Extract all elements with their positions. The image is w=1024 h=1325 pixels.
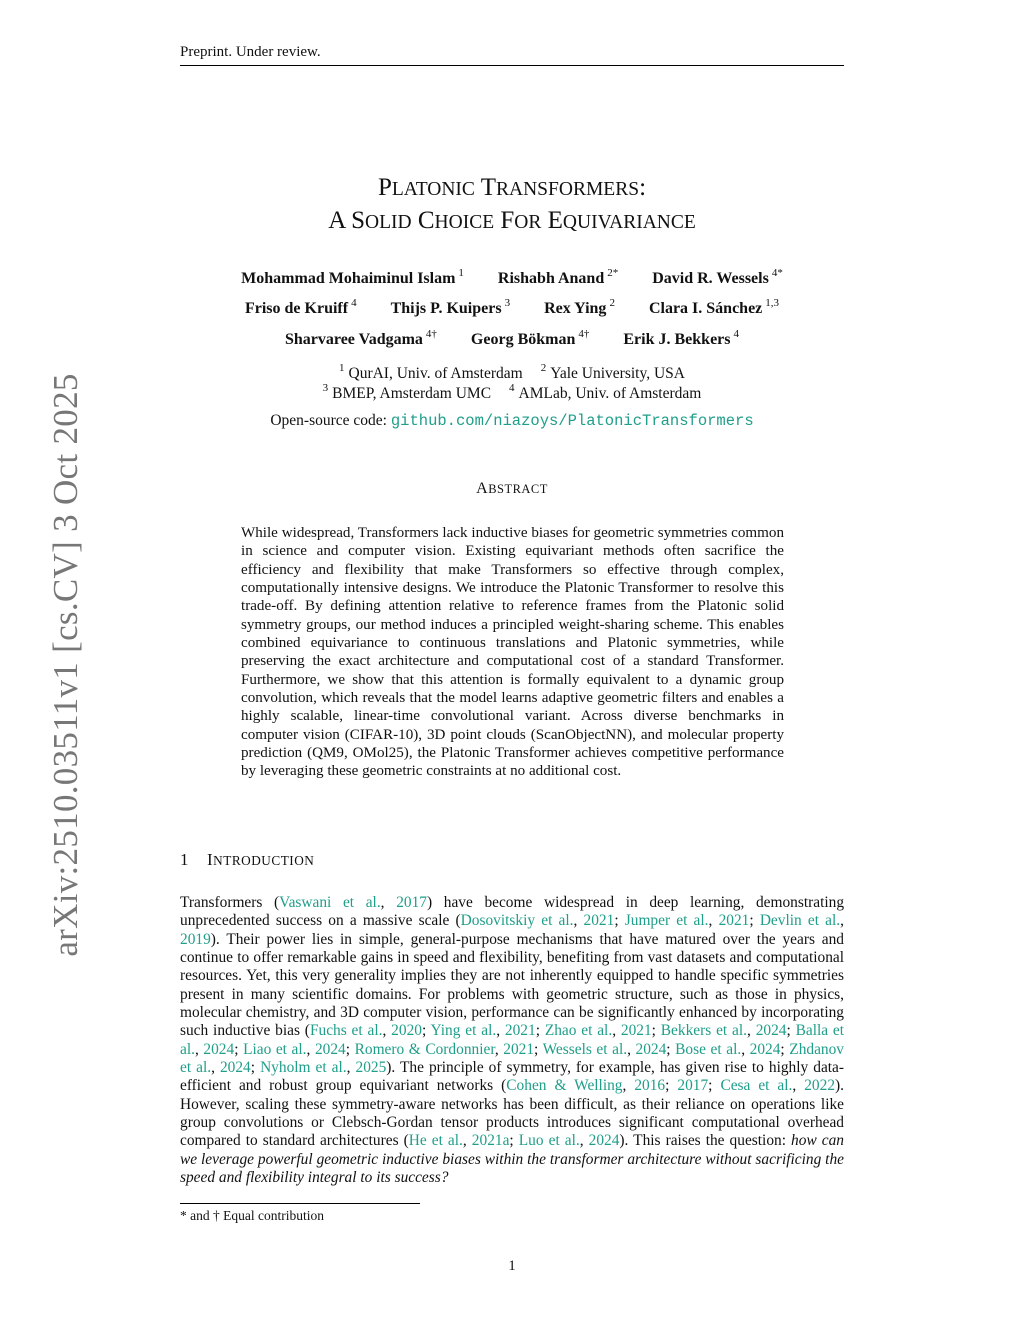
citation-link[interactable]: 2024 (203, 1040, 235, 1058)
footnote-rule (180, 1203, 420, 1204)
citation-link[interactable]: 2021 (718, 912, 750, 930)
title-smallcaps: RANSFORMERS (496, 179, 640, 200)
affiliation-name: Yale University, USA (550, 365, 685, 382)
author (390, 297, 511, 318)
citation-link[interactable]: 2025 (355, 1059, 387, 1077)
title-cap: F (500, 207, 515, 234)
affiliation-mark: 2 (540, 362, 547, 374)
citation-link[interactable]: Nyholm et al. (260, 1059, 347, 1077)
section-title-cap: I (207, 850, 214, 869)
author (544, 297, 615, 318)
affiliation (509, 382, 702, 403)
affiliation-row (180, 362, 844, 383)
title-smallcaps: LATONIC (391, 179, 475, 200)
citation-link[interactable]: Luo et al. (518, 1132, 580, 1150)
author (241, 267, 464, 288)
section-title-rest: NTRODUCTION (213, 853, 315, 868)
author-affiliation-mark: 4 (351, 297, 357, 309)
author-affiliation-mark: 2 (609, 297, 615, 309)
author (623, 328, 739, 349)
citation-link[interactable]: 2021a (471, 1132, 510, 1150)
abstract-heading-cap: A (476, 480, 489, 497)
research-question: how can we leverage powerful geometric inductive biases within the transformer architecture without sacrificing the speed and flexibility integral to its success? (180, 1132, 844, 1187)
affiliation-mark: 1 (339, 362, 345, 374)
introduction-paragraph: Transformers (Vaswani et al., 2017) have become widespread in deep learning, demonstrating unprecedented success on a massive scale (Dosovitskiy et al., 2021; Jumper et al., 2021; Devlin et al., 2019). Their power lies in simple, general-purpose mechanisms that have matured over the years and continue to offer remarkable gains in speed and flexibility, benefiting from vast datasets and computational resources. Yet, this very generality implies they are not inherently equipped to handle specific symmetries present in many scientific domains. For problems with geometric structure, such as those in physics, molecular chemistry, and 3D computer vision, performance can be significantly enhanced by incorporating such inductive bias (Fuchs et al., 2020; Ying et al., 2021; Zhao et al., 2021; Bekkers et al., 2024; Balla et al., 2024; Liao et al., 2024; Romero & Cordonnier, 2021; Wessels et al., 2024; Bose et al., 2024; Zhdanov et al., 2024; Nyholm et al., 2025). The principle of symmetry, for example, has given rise to highly data-efficient and robust group equivariant networks (Cohen & Welling, 2016; 2017; Cesa et al., 2022). However, scaling these symmetry-aware networks has been difficult, as their reliance on operations like group convolutions or Clebsch-Gordan tensor products introduces significant computational overhead compared to standard architectures (He et al., 2021a; Luo et al., 2024). This raises the question: how can we leverage powerful geometric inductive biases within the transformer architecture without sacrificing the speed and flexibility integral to its success? (180, 894, 845, 1187)
title-colon: : (639, 174, 647, 201)
title-cap: T (480, 174, 497, 201)
citation-link[interactable]: Zhao et al. (544, 1022, 613, 1040)
citation-link[interactable]: Bose et al. (675, 1040, 742, 1058)
abstract-heading (180, 480, 844, 498)
affiliation-mark: 4 (509, 382, 515, 394)
running-header: Preprint. Under review. (180, 44, 321, 60)
author-name: Clara I. Sánchez (648, 300, 763, 317)
abstract-heading-rest: BSTRACT (488, 482, 548, 496)
author (470, 328, 590, 349)
citation-link[interactable]: Liao et al. (243, 1040, 307, 1058)
author-row (180, 267, 844, 288)
citation-link[interactable]: Ying et al. (430, 1022, 497, 1040)
affiliation-row (180, 382, 844, 403)
author-name: Sharvaree Vadgama (284, 331, 423, 348)
author-affiliation-mark: 4* (771, 267, 783, 279)
citation-link[interactable]: Vaswani et al. (279, 894, 381, 911)
citation-link[interactable]: Bekkers et al. (660, 1022, 747, 1040)
citation-link[interactable]: Wessels et al. (542, 1040, 628, 1058)
citation-link[interactable]: Romero & Cordonnier (354, 1040, 495, 1058)
section-number: 1 (180, 850, 189, 869)
citation-link[interactable]: 2021 (504, 1022, 536, 1040)
citation-link[interactable]: Cesa et al. (720, 1077, 793, 1095)
citation-link[interactable]: 2019 (180, 930, 211, 948)
title-cap: S (351, 207, 366, 234)
title-smallcaps: OLID (365, 212, 412, 233)
author-name: Thijs P. Kuipers (390, 300, 502, 317)
abstract-text: While widespread, Transformers lack inductive biases for geometric symmetries common in science and computer vision. Existing equivariant methods often sacrifice the efficiency and flexibility that make Transformers so effective through complex, computationally intensive designs. We introduce the Platonic Transformer to resolve this trade-off. By defining attention relative to reference frames from the Platonic solid symmetry groups, our method induces a principled weight-sharing scheme. This enables combined equivariance to continuous translations and Platonic symmetries, while preserving the exact architecture and computational cost of a standard Transformer. Furthermore, we show that this attention is formally equivalent to a dynamic group convolution, which reveals that the model learns adaptive geometric filters and enables a highly scalable, linear-time convolutional variant. Across diverse benchmarks in computer vision (CIFAR-10), 3D point clouds (ScanObjectNN), and molecular property prediction (QM9, OMol25), the Platonic Transformer achieves competitive performance by leveraging these geometric constraints at no additional cost. (241, 525, 784, 780)
affiliation (339, 362, 523, 383)
author (497, 267, 619, 288)
citation-link[interactable]: 2016 (634, 1077, 666, 1095)
author (648, 297, 780, 318)
affiliation (322, 382, 492, 403)
author-row (180, 328, 844, 349)
title-cap: C (417, 207, 435, 234)
author (652, 267, 783, 288)
citation-link[interactable]: 2024 (588, 1132, 620, 1150)
citation-link[interactable]: Cohen & Welling (506, 1077, 623, 1095)
affiliation (540, 362, 685, 383)
citation-link[interactable]: 2022 (804, 1077, 836, 1095)
citation-link[interactable]: 2024 (749, 1040, 781, 1058)
citation-link[interactable]: 2021 (620, 1022, 652, 1040)
citation-link[interactable]: 2024 (219, 1059, 251, 1077)
arxiv-side-stamp: arXiv:2510.03511v1 [cs.CV] 3 Oct 2025 (46, 373, 85, 957)
citation-link[interactable]: 2020 (391, 1022, 422, 1040)
citation-link[interactable]: 2021 (583, 912, 615, 930)
title-cap: A (328, 207, 345, 234)
author-affiliation-mark: 4 (733, 328, 739, 340)
author-name: Mohammad Mohaiminul Islam (241, 270, 456, 287)
header-rule (180, 65, 844, 66)
author (284, 328, 437, 349)
author-affiliation-mark: 2* (607, 267, 619, 279)
title-smallcaps: QUIVARIANCE (562, 212, 696, 233)
code-link[interactable]: github.com/niazoys/PlatonicTransformers (390, 412, 754, 430)
title-cap: P (377, 174, 392, 201)
section-heading-introduction (180, 850, 314, 870)
citation-link[interactable]: 2017 (677, 1077, 709, 1095)
author-row (180, 297, 844, 318)
citation-link[interactable]: 2017 (396, 894, 427, 911)
author-affiliation-mark: 1,3 (765, 297, 780, 309)
author-affiliation-mark: 4† (578, 328, 590, 340)
citation-link[interactable]: 2024 (635, 1040, 667, 1058)
paper-title-line2 (180, 207, 844, 235)
citation-link[interactable]: Fuchs et al. (309, 1022, 383, 1040)
title-cap: E (547, 207, 563, 234)
author-affiliation-mark: 3 (504, 297, 511, 309)
author-name: Georg Bökman (470, 331, 576, 348)
code-label: Open-source code: (270, 412, 387, 429)
title-smallcaps: OR (514, 212, 542, 233)
citation-link[interactable]: 2024 (314, 1040, 346, 1058)
author-affiliation-mark: 1 (458, 267, 464, 279)
citation-link[interactable]: He et al. (408, 1132, 463, 1150)
citation-link[interactable]: Zhdanov et al. (180, 1040, 845, 1077)
citation-link[interactable]: Devlin et al. (759, 912, 841, 930)
citation-link[interactable]: Balla et al. (180, 1022, 845, 1058)
author-name: Rishabh Anand (497, 270, 605, 287)
code-line (180, 412, 844, 430)
author (244, 297, 357, 318)
citation-link[interactable]: 2024 (755, 1022, 787, 1040)
affiliation-name: QurAI, Univ. of Amsterdam (348, 365, 523, 382)
paper-title-line1 (180, 174, 844, 202)
citation-link[interactable]: Jumper et al. (624, 912, 709, 930)
affiliation-mark: 3 (322, 382, 329, 394)
author-name: Rex Ying (544, 300, 607, 317)
affiliation-name: BMEP, Amsterdam UMC (332, 385, 492, 402)
author-name: Friso de Kruiff (244, 300, 349, 317)
author-name: Erik J. Bekkers (623, 331, 731, 348)
affiliation-name: AMLab, Univ. of Amsterdam (518, 385, 702, 402)
citation-link[interactable]: 2021 (503, 1040, 535, 1058)
citation-link[interactable]: Dosovitskiy et al. (460, 912, 574, 930)
author-name: David R. Wessels (652, 270, 769, 287)
title-smallcaps: HOICE (434, 212, 495, 233)
author-affiliation-mark: 4† (425, 328, 437, 340)
footnote: * and † Equal contribution (180, 1208, 324, 1223)
page-number: 1 (508, 1258, 516, 1274)
